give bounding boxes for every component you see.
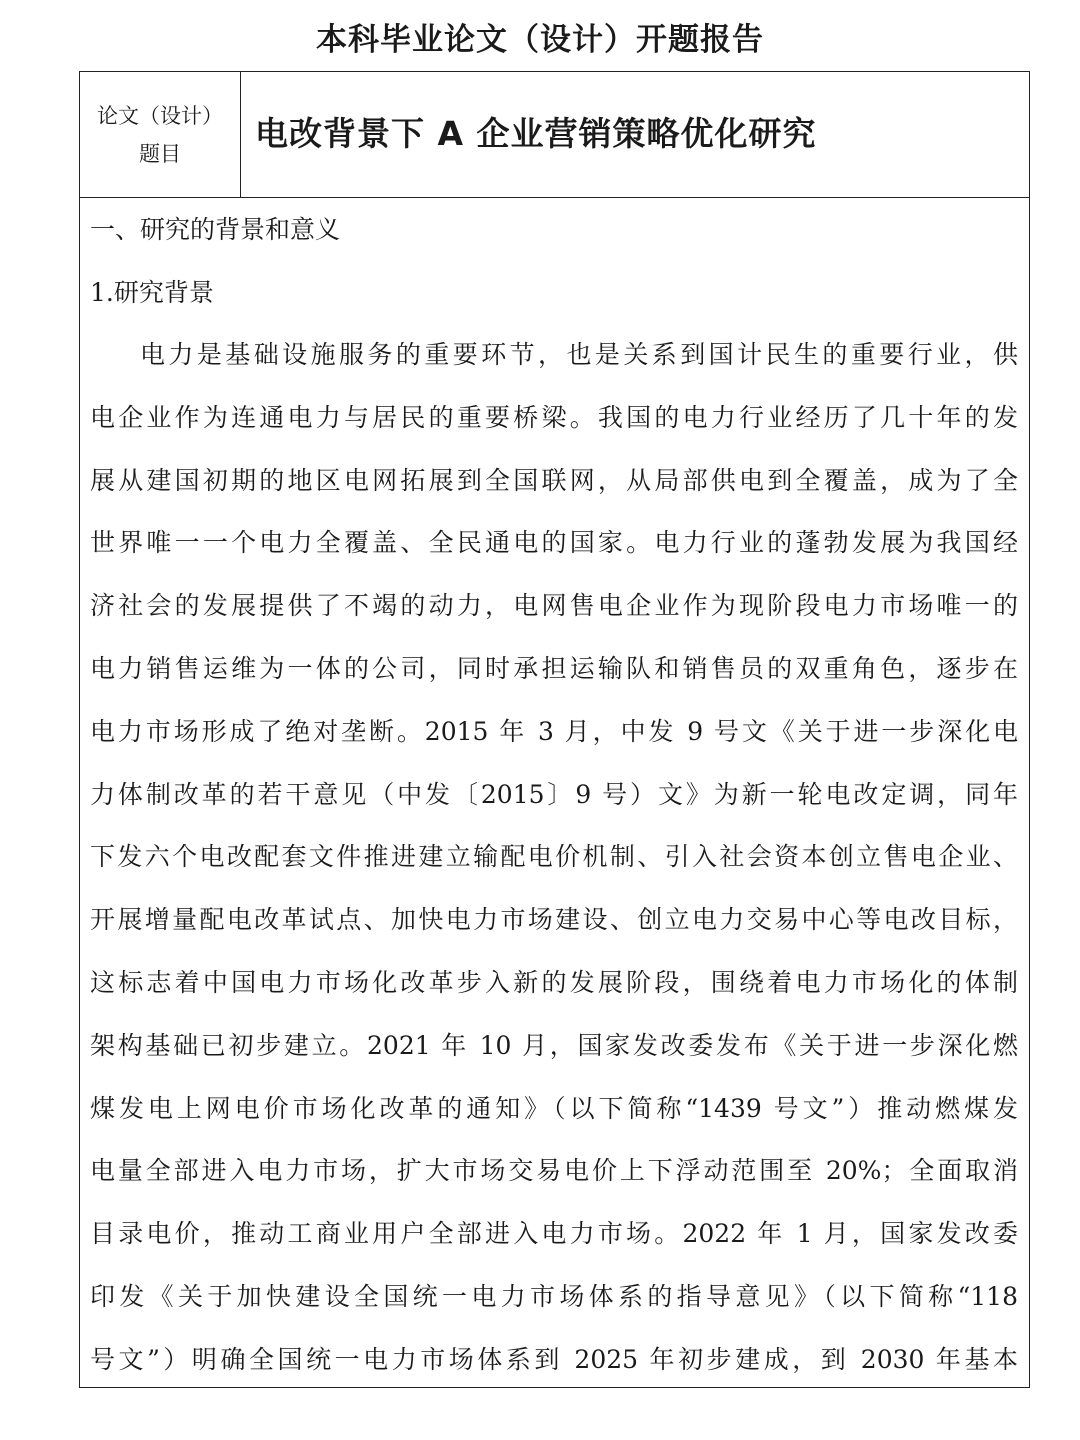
section-heading: 一、研究的背景和意义 <box>90 215 341 244</box>
paragraph-line: 电力销售运维为一体的公司，同时承担运输队和销售员的双重角色，逐步在 <box>90 653 1018 683</box>
paragraph-line: 世界唯一一个电力全覆盖、全民通电的国家。电力行业的蓬勃发展为我国经 <box>90 528 1018 558</box>
paragraph-line: 架构基础已初步建立。2021 年 10 月，国家发改委发布《关于进一步深化燃 <box>90 1030 1018 1060</box>
subsection-heading: 1.研究背景 <box>90 278 214 307</box>
paragraph-line: 力体制改革的若干意见（中发〔2015〕9 号）文》为新一轮电改定调，同年 <box>90 779 1018 809</box>
paragraph-line: 电力市场形成了绝对垄断。2015 年 3 月，中发 9 号文《关于进一步深化电 <box>90 716 1018 746</box>
paragraph-line: 这标志着中国电力市场化改革步入新的发展阶段，围绕着电力市场化的体制 <box>90 967 1018 997</box>
background-paragraph <box>90 324 1018 1392</box>
paragraph-line: 号文”）明确全国统一电力市场体系到 2025 年初步建成，到 2030 年基本 <box>90 1344 1018 1374</box>
topic-label-line: 论文（设计） <box>97 104 223 128</box>
paragraph-line: 下发六个电改配套文件推进建立输配电价机制、引入社会资本创立售电企业、 <box>90 842 1018 872</box>
topic-label <box>80 72 241 197</box>
document-title: 本科毕业论文（设计）开题报告 <box>316 22 764 58</box>
paragraph-line: 煤发电上网电价市场化改革的通知》（以下简称“1439 号文”）推动燃煤发 <box>90 1093 1018 1123</box>
paragraph-line: 济社会的发展提供了不竭的动力，电网售电企业作为现阶段电力市场唯一的 <box>90 591 1018 621</box>
topic-row <box>80 72 1029 198</box>
paragraph-line: 展从建国初期的地区电网拓展到全国联网，从局部供电到全覆盖，成为了全 <box>90 465 1018 495</box>
paragraph-line: 电力是基础设施服务的重要环节，也是关系到国计民生的重要行业，供 <box>140 340 1018 369</box>
content-cell <box>90 198 1018 1392</box>
proposal-table <box>79 71 1030 1388</box>
topic-label-line: 题目 <box>139 142 181 166</box>
paragraph-line: 电企业作为连通电力与居民的重要桥梁。我国的电力行业经历了几十年的发 <box>90 402 1018 432</box>
paragraph-line: 印发《关于加快建设全国统一电力市场体系的指导意见》（以下简称“118 <box>90 1281 1018 1311</box>
topic-title: 电改背景下 A 企业营销策略优化研究 <box>255 114 817 153</box>
paragraph-line: 目录电价，推动工商业用户全部进入电力市场。2022 年 1 月，国家发改委 <box>90 1219 1018 1249</box>
paragraph-line: 电量全部进入电力市场，扩大市场交易电价上下浮动范围至 20%；全面取消 <box>90 1156 1018 1186</box>
paragraph-line: 开展增量配电改革试点、加快电力市场建设、创立电力交易中心等电改目标， <box>90 905 1018 935</box>
